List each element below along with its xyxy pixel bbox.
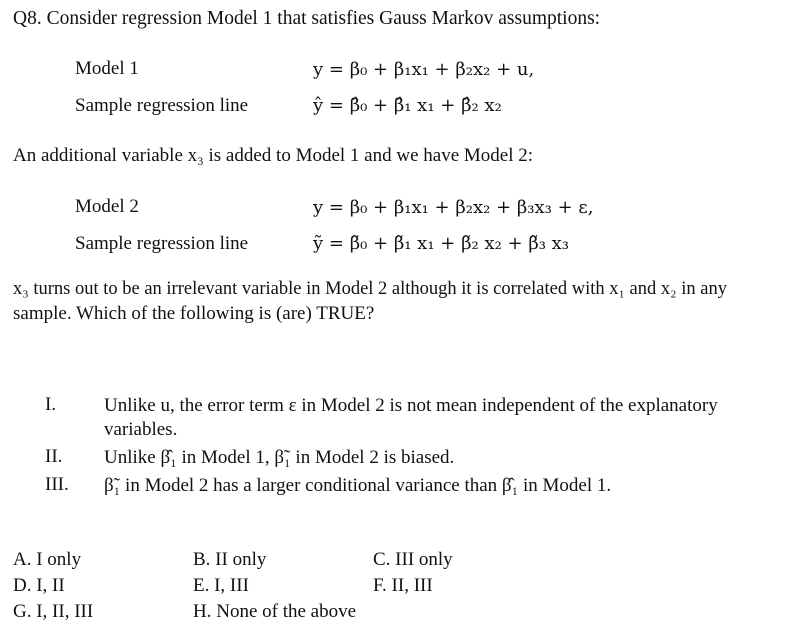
statement-3-text: β̃₁ in Model 2 has a larger conditional variance than β̂₁ in Model 1. — [104, 475, 612, 496]
statement-1-text: Unlike u, the error term ε in Model 2 is not mean independent of the explanatory variables. — [104, 395, 718, 440]
option-g[interactable]: G. I, II, III — [13, 601, 94, 622]
model2-equation: y = β₀ + β₁x₁ + β₂x₂ + β₃x₃ + ε, — [313, 197, 594, 218]
option-f[interactable]: F. II, III — [373, 575, 433, 596]
option-b[interactable]: B. II only — [193, 549, 267, 570]
context-line-2: sample. Which of the following is (are) TRUE? — [13, 303, 375, 324]
option-d[interactable]: D. I, II — [13, 575, 65, 596]
model1-label: Model 1 — [75, 58, 139, 79]
option-a[interactable]: A. I only — [13, 549, 82, 570]
option-c[interactable]: C. III only — [373, 549, 453, 570]
model2-sample-label: Sample regression line — [75, 233, 249, 254]
statement-1-numeral: I. — [45, 394, 57, 415]
option-h[interactable]: H. None of the above — [193, 601, 357, 622]
statement-2-text: Unlike β̂₁ in Model 1, β̃₁ in Model 2 is biased. — [104, 447, 455, 468]
question-title: Q8. Consider regression Model 1 that satisfies Gauss Markov assumptions: — [13, 8, 601, 29]
statement-3-numeral: III. — [45, 474, 69, 495]
context-line-1: x₃ turns out to be an irrelevant variable in Model 2 although it is correlated with x₁ and x₂ in any — [13, 279, 727, 299]
statement-2-numeral: II. — [45, 446, 63, 467]
option-e[interactable]: E. I, III — [193, 575, 249, 596]
model1-sample-label: Sample regression line — [75, 95, 249, 116]
model1-equation: y = β₀ + β₁x₁ + β₂x₂ + u, — [313, 59, 535, 80]
model2-label: Model 2 — [75, 196, 139, 217]
model2-sample-equation: ỹ = β̃₀ + β̃₁ x₁ + β̃₂ x₂ + β̃₃ x₃ — [313, 233, 570, 254]
model2-intro: An additional variable x₃ is added to Model 1 and we have Model 2: — [13, 145, 534, 166]
model1-sample-equation: ŷ = β̂₀ + β̂₁ x₁ + β̂₂ x₂ — [313, 95, 502, 116]
